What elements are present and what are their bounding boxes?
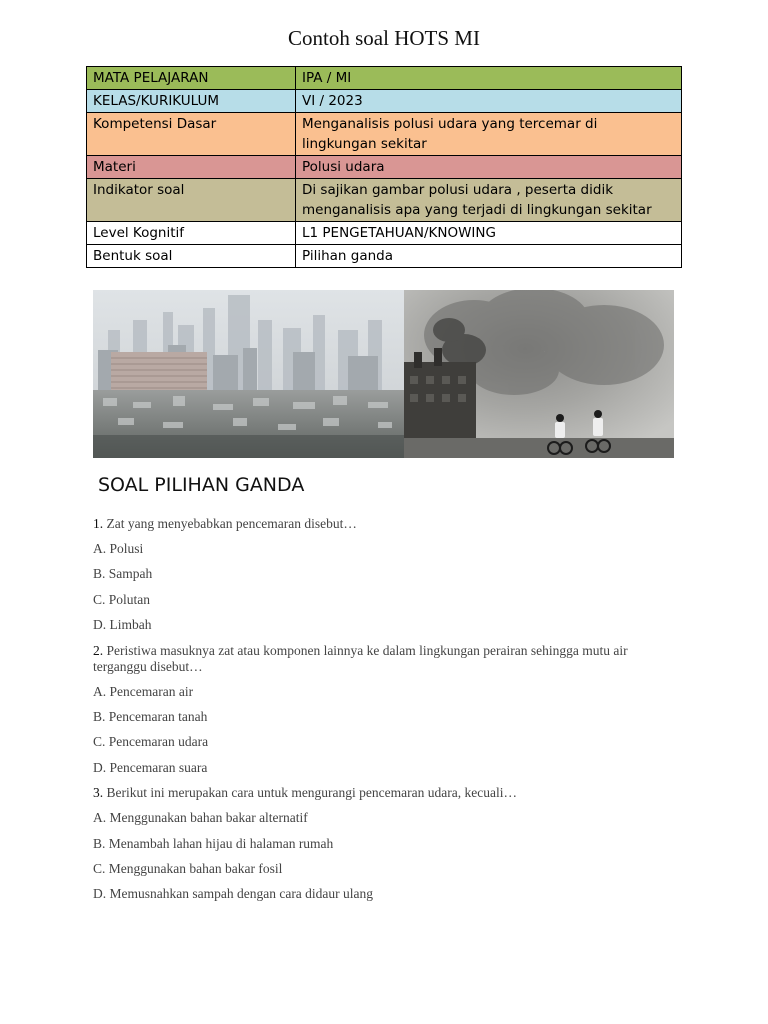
question-number: 1. <box>93 516 104 531</box>
option-d: D. Memusnahkan sampah dengan cara didaur ulang <box>93 886 374 902</box>
question-text: Zat yang menyebabkan pencemaran disebut… <box>106 516 357 531</box>
option-a: A. Polusi <box>93 541 144 556</box>
question-text: Berikut ini merupakan cara untuk mengurangi pencemaran udara, kecuali… <box>106 785 517 801</box>
info-label: Materi <box>87 156 296 179</box>
info-label: MATA PELAJARAN <box>87 67 296 90</box>
question-number: 3. <box>93 785 104 801</box>
info-label: Level Kognitif <box>87 222 296 245</box>
city-smog-photo <box>93 290 404 458</box>
info-row-bentuk-soal <box>87 245 682 268</box>
info-row-indikator-soal <box>87 179 682 222</box>
info-value: Menganalisis polusi udara yang tercemar di lingkungan sekitar <box>296 113 682 156</box>
info-row-kelas-kurikulum <box>87 90 682 113</box>
info-label: Kompetensi Dasar <box>87 113 296 156</box>
document-title: Contoh soal HOTS MI <box>288 26 480 50</box>
question-1 <box>93 516 673 532</box>
question-3 <box>93 785 673 801</box>
info-value: VI / 2023 <box>296 90 682 113</box>
question-2 <box>93 643 673 675</box>
option-d: D. Pencemaran suara <box>93 759 208 775</box>
option-d: D. Limbah <box>93 617 152 633</box>
info-table <box>86 66 682 268</box>
section-title: SOAL PILIHAN GANDA <box>98 474 305 496</box>
info-value: Pilihan ganda <box>296 245 682 268</box>
option-c: C. Menggunakan bahan bakar fosil <box>93 860 283 876</box>
option-b: B. Sampah <box>93 566 153 582</box>
option-c: C. Pencemaran udara <box>93 734 209 750</box>
question-text: Peristiwa masuknya zat atau komponen lainnya ke dalam lingkungan perairan sehingga mutu air terganggu disebut… <box>93 642 628 674</box>
option-a: A. Menggunakan bahan bakar alternatif <box>93 810 308 826</box>
info-label: KELAS/KURIKULUM <box>87 90 296 113</box>
info-label: Bentuk soal <box>87 245 296 268</box>
question-list <box>93 516 673 912</box>
info-row-level-kognitif <box>87 222 682 245</box>
info-row-mata-pelajaran <box>87 67 682 90</box>
question-number: 2. <box>93 642 104 658</box>
option-b: B. Menambah lahan hijau di halaman rumah <box>93 835 334 851</box>
factory-smoke-photo <box>404 290 674 458</box>
info-row-kompetensi-dasar <box>87 113 682 156</box>
option-a: A. Pencemaran air <box>93 683 194 699</box>
info-row-materi <box>87 156 682 179</box>
info-value: Polusi udara <box>296 156 682 179</box>
info-value: L1 PENGETAHUAN/KNOWING <box>296 222 682 245</box>
option-c: C. Polutan <box>93 591 151 607</box>
info-value: IPA / MI <box>296 67 682 90</box>
info-label: Indikator soal <box>87 179 296 222</box>
info-value: Di sajikan gambar polusi udara , peserta didik menganalisis apa yang terjadi di lingkungan sekitar <box>296 179 682 222</box>
option-b: B. Pencemaran tanah <box>93 708 208 724</box>
